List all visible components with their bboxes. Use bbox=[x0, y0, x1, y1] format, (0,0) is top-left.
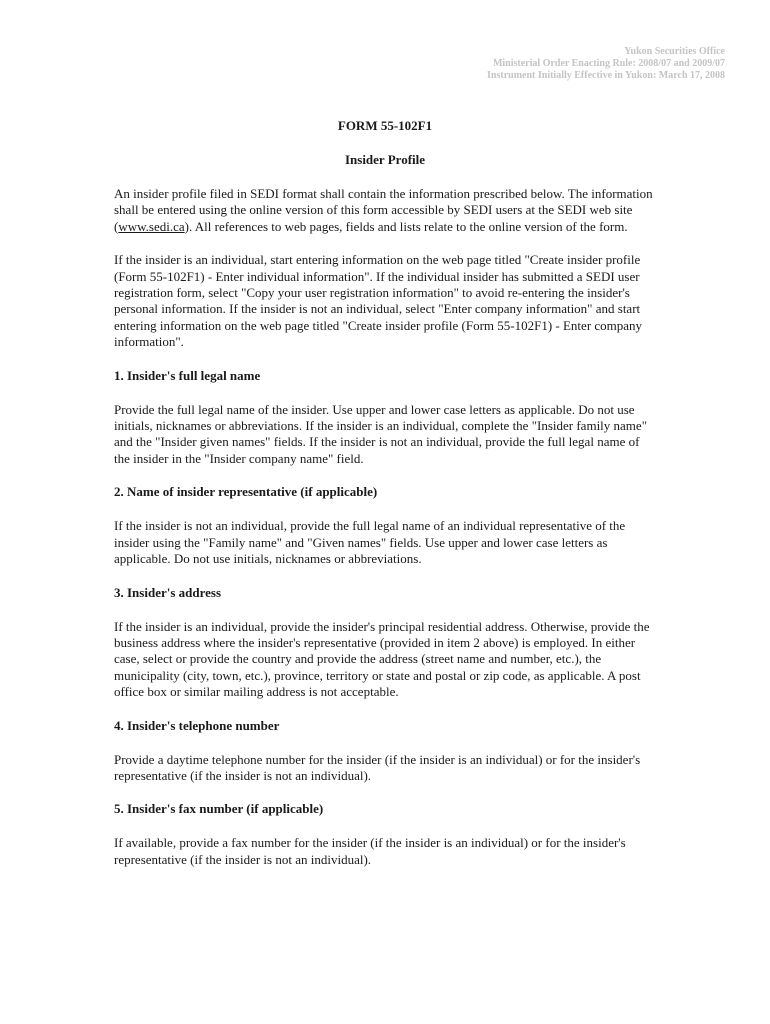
section-heading-fax: 5. Insider's fax number (if applicable) bbox=[114, 801, 324, 817]
section-heading-address: 3. Insider's address bbox=[114, 584, 222, 600]
form-title: FORM 55-102F1 bbox=[337, 118, 433, 133]
section-body-telephone: Provide a daytime telephone number for the insider (if the insider is an individual) or for the insider's representative (if the insider is not an individual). bbox=[114, 751, 641, 783]
form-subtitle: Insider Profile bbox=[344, 152, 426, 167]
document-header bbox=[487, 46, 725, 82]
instructions-paragraph: If the insider is an individual, start entering information on the web page titled "Create insider profile (Form 55-102F1) - Enter individual information". If the individual insider has submitted a SEDI user registration form, select "Copy your user registration information" to avoid re-entering the insider's personal information. If the insider is not an individual, select "Enter company information" and start entering information on the web page titled "Create insider profile (Form 55-102F1) - Enter company information". bbox=[114, 252, 643, 350]
section-heading-telephone: 4. Insider's telephone number bbox=[114, 717, 280, 733]
sedi-website-link[interactable]: www.sedi.ca bbox=[118, 218, 185, 234]
section-body-address: If the insider is an individual, provide the insider's principal residential address. Otherwise, provide the business address where the insider's representative (provided in item 2 above) is employed. In either case, select or provide the country and provide the address (street name and number, etc.), the municipality (city, town, etc.), province, territory or state and postal or zip code, as applicable. A post office box or similar mailing address is not acceptable. bbox=[114, 618, 650, 700]
intro-text-start: An insider profile filed in SEDI format shall contain the information prescribed below. The information shall be entered using the online version of this form accessible by SEDI users at the SEDI web site ( bbox=[114, 186, 653, 234]
section-body-fax: If available, provide a fax number for the insider (if the insider is an individual) or for the insider's representative (if the insider is not an individual). bbox=[114, 835, 626, 867]
section-body-full-legal-name: Provide the full legal name of the insider. Use upper and lower case letters as applicable. Do not use initials, nicknames or abbreviations. If the insider is an individual, complete the "Insider family name" and the "Insider given names" fields. If the insider is not an individual, provide the full legal name of the insider in the "Insider company name" field. bbox=[114, 401, 647, 466]
header-office-line: Yukon Securities Office bbox=[624, 46, 725, 57]
header-ministerial-order-line: Ministerial Order Enacting Rule: 2008/07 and 2009/07 bbox=[492, 58, 725, 69]
intro-text-end: ). All references to web pages, fields and lists relate to the online version of the form. bbox=[184, 218, 628, 234]
section-heading-representative: 2. Name of insider representative (if applicable) bbox=[114, 484, 378, 500]
section-body-representative: If the insider is not an individual, provide the full legal name of an individual representative of the insider using the "Family name" and "Given names" fields. Use upper and lower case letters as applicable. Do not use initials, nicknames or abbreviations. bbox=[114, 518, 626, 567]
section-heading-full-legal-name: 1. Insider's full legal name bbox=[114, 367, 261, 383]
document-body bbox=[114, 118, 656, 885]
header-effective-date-line: Instrument Initially Effective in Yukon: March 17, 2008 bbox=[487, 70, 725, 81]
intro-paragraph bbox=[114, 186, 656, 235]
